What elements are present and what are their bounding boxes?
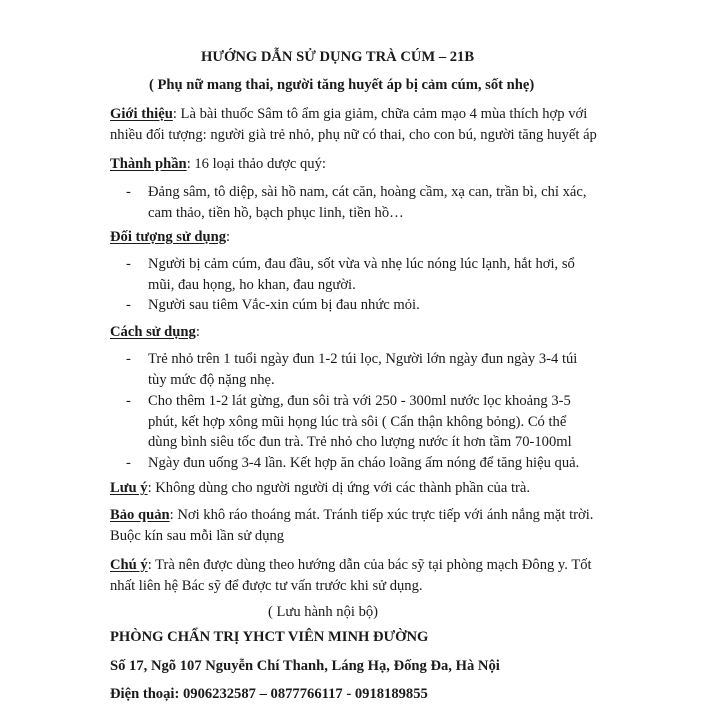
usage-colon: : [195,324,200,340]
storage-label: Bảo quản [110,507,170,523]
target-item-2: Người sau tiêm Vắc-xin cúm bị đau nhức mỏi. [148,297,420,313]
intro-text-1: : Là bài thuốc Sâm tô ẩm gia giảm, chữa cảm mạo 4 mùa thích hợp với [172,106,588,122]
target-bullet-2: - [126,297,131,313]
usage-label: Cách sử dụng [110,324,196,340]
usage-bullet-1: - [126,351,131,367]
usage-bullet-2: - [126,393,131,409]
note-label: Lưu ý [110,480,148,496]
target-colon: : [226,229,231,245]
ingredients-text: : 16 loại thảo dược quý: [186,156,326,172]
intro-label: Giới thiệu [110,106,173,122]
target-label: Đối tượng sử dụng [110,229,227,245]
storage-line-1 [110,504,593,526]
usage-item-3: Ngày đun uống 3-4 lần. Kết hợp ăn cháo loãng ấm nóng để tăng hiệu quả. [148,455,580,471]
intro-line-2: nhiều đối tượng: người già trẻ nhỏ, phụ nữ có thai, cho con bú, người tăng huyết áp [110,127,597,143]
clinic-name: PHÒNG CHẨN TRỊ YHCT VIÊN MINH ĐƯỜNG [110,629,429,645]
usage-item-2-line-1: Cho thêm 1-2 lát gừng, đun sôi trà với 250 - 300ml nước lọc khoảng 3-5 [148,393,571,409]
ingredients-label: Thành phần [110,156,187,172]
usage-bullet-3: - [126,455,131,471]
clinic-address: Số 17, Ngõ 107 Nguyễn Chí Thanh, Láng Hạ, Đống Đa, Hà Nội [110,658,500,674]
note-text: : Không dùng cho người người dị ứng với các thành phần của trà. [147,480,531,496]
storage-text-1: : Nơi khô ráo thoáng mát. Tránh tiếp xúc trực tiếp với ánh nắng mặt trời. [169,507,594,523]
document-subtitle: ( Phụ nữ mang thai, người tăng huyết áp bị cảm cúm, sốt nhẹ) [149,77,535,93]
document-title: HƯỚNG DẪN SỬ DỤNG TRÀ CÚM – 21B [201,49,475,65]
clinic-phone: Điện thoại: 0906232587 – 0877766117 - 0918189855 [110,686,428,702]
caution-line-1 [110,554,592,576]
usage-item-1-line-1: Trẻ nhỏ trên 1 tuổi ngày đun 1-2 túi lọc, Người lớn ngày đun ngày 3-4 túi [148,351,578,367]
usage-item-2-line-3: dùng bình siêu tốc đun trà. Trẻ nhỏ cho lượng nước ít hơn tầm 70-100ml [148,434,572,450]
target-bullet-1: - [126,256,131,272]
usage-item-1-line-2: tùy mức độ nặng nhẹ. [148,372,275,388]
ingredients-heading [110,153,326,175]
caution-text-1: : Trà nên được dùng theo hướng dẫn của bác sỹ tại phòng mạch Đông y. Tốt [147,557,592,573]
caution-line-2: nhất liên hệ Bác sỹ để được tư vấn trước khi sử dụng. [110,578,423,594]
internal-circulation-note: ( Lưu hành nội bộ) [268,604,379,620]
ingredients-item-line-1: Đảng sâm, tô diệp, sài hồ nam, cát căn, hoàng cầm, xạ can, trần bì, chỉ xác, [148,184,587,200]
storage-line-2: Buộc kín sau mỗi lần sử dụng [110,528,285,544]
target-item-1-line-2: mũi, đau họng, ho khan, đau người. [148,277,356,293]
usage-item-2-line-2: phút, kết hợp xông mũi họng lúc trà sôi ( Cẩn thận không bỏng). Có thể [148,414,567,430]
usage-heading [110,321,200,343]
note-line [110,477,530,499]
ingredients-item-line-2: cam thảo, tiền hồ, bạch phục linh, tiền hồ… [148,205,404,221]
ingredients-bullet: - [126,184,131,200]
target-heading [110,226,230,248]
intro-line-1 [110,103,587,125]
caution-label: Chú ý [110,557,148,573]
target-item-1-line-1: Người bị cảm cúm, đau đầu, sốt vừa và nhẹ lúc nóng lúc lạnh, hắt hơi, sổ [148,256,575,272]
